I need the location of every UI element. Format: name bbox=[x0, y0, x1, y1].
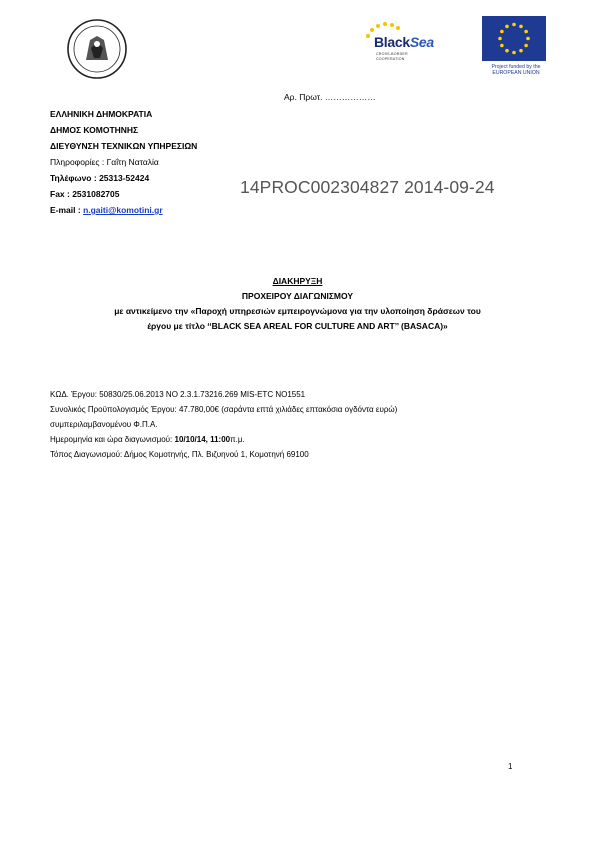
eu-star-icon bbox=[512, 23, 516, 27]
protocol-number: Αρ. Πρωτ. ……………… bbox=[284, 92, 376, 102]
title-line3: με αντικείμενο την «Παροχή υπηρεσιών εμπειρογνώμονα για την υλοποίηση δράσεων του bbox=[114, 306, 481, 316]
eu-star-icon bbox=[524, 44, 528, 48]
eu-star-icon bbox=[505, 49, 509, 53]
eu-star-icon bbox=[498, 37, 502, 41]
tender-details bbox=[50, 387, 520, 462]
blacksea-subtitle: CROSS-BORDER COOPERATION bbox=[376, 52, 408, 61]
issuer-municipality: ΔΗΜΟΣ ΚΟΜΟΤΗΝΗΣ bbox=[50, 125, 139, 135]
project-code: ΚΩΔ. Έργου: 50830/25.06.2013 ΝΟ 2.3.1.73216.269 MIS-ETC NO1551 bbox=[50, 390, 306, 399]
contact-fax: Fax : 2531082705 bbox=[50, 189, 120, 199]
eu-star-icon bbox=[505, 25, 509, 29]
email-link[interactable]: n.gaiti@komotini.gr bbox=[83, 205, 163, 215]
eu-star-icon bbox=[519, 25, 523, 29]
tender-date: Ημερομηνία και ώρα διαγωνισμού: 10/10/14, 11:00π.μ. bbox=[50, 435, 245, 444]
issuer-department: ΔΙΕΥΘΥΝΣΗ ΤΕΧΝΙΚΩΝ ΥΠΗΡΕΣΙΩΝ bbox=[50, 141, 198, 151]
municipality-seal-icon bbox=[66, 18, 128, 80]
eu-star-icon bbox=[512, 51, 516, 55]
tender-place: Τόπος Διαγωνισμού: Δήμος Κομοτηνής, Πλ. Βιζυηνού 1, Κομοτηνή 69100 bbox=[50, 450, 309, 459]
title-line1: ΔΙΑΚΗΡΥΞΗ bbox=[272, 276, 323, 286]
eu-star-icon bbox=[500, 30, 504, 34]
contact-email: E-mail : n.gaiti@komotini.gr bbox=[50, 205, 163, 215]
eu-caption: Project funded by the EUROPEAN UNION bbox=[491, 64, 541, 76]
budget-line2: συμπεριλαμβανομένου Φ.Π.Α. bbox=[50, 420, 158, 429]
title-line4: έργου με τίτλο ‘‘BLACK SEA AREAL FOR CULTURE AND ART’’ (BASACA)» bbox=[147, 321, 448, 331]
title-line2: ΠΡΟΧΕΙΡΟΥ ΔΙΑΓΩΝΙΣΜΟΥ bbox=[241, 291, 354, 301]
eu-flag-icon bbox=[482, 16, 546, 61]
eu-star-icon bbox=[526, 37, 530, 41]
budget-line1: Συνολικός Προϋπολογισμός Έργου: 47.780,00€ (σαράντα επτά χιλιάδες επτακόσια ογδόντα ευρώ) bbox=[50, 405, 398, 414]
document-title bbox=[30, 274, 565, 334]
document-stamp: 14PROC002304827 2014-09-24 bbox=[240, 177, 495, 197]
blacksea-cbc-logo bbox=[360, 20, 440, 68]
contact-info: Πληροφορίες : Γαΐτη Ναταλία bbox=[50, 157, 159, 167]
eu-star-icon bbox=[519, 49, 523, 53]
issuer-country: ΕΛΛΗΝΙΚΗ ΔΗΜΟΚΡΑΤΙΑ bbox=[50, 109, 153, 119]
eu-star-icon bbox=[524, 30, 528, 34]
contact-phone: Τηλέφωνο : 25313-52424 bbox=[50, 173, 150, 183]
issuer-block bbox=[50, 106, 197, 218]
blacksea-name: BlackSea bbox=[374, 34, 434, 50]
page-number: 1 bbox=[508, 762, 513, 771]
eu-star-icon bbox=[500, 44, 504, 48]
